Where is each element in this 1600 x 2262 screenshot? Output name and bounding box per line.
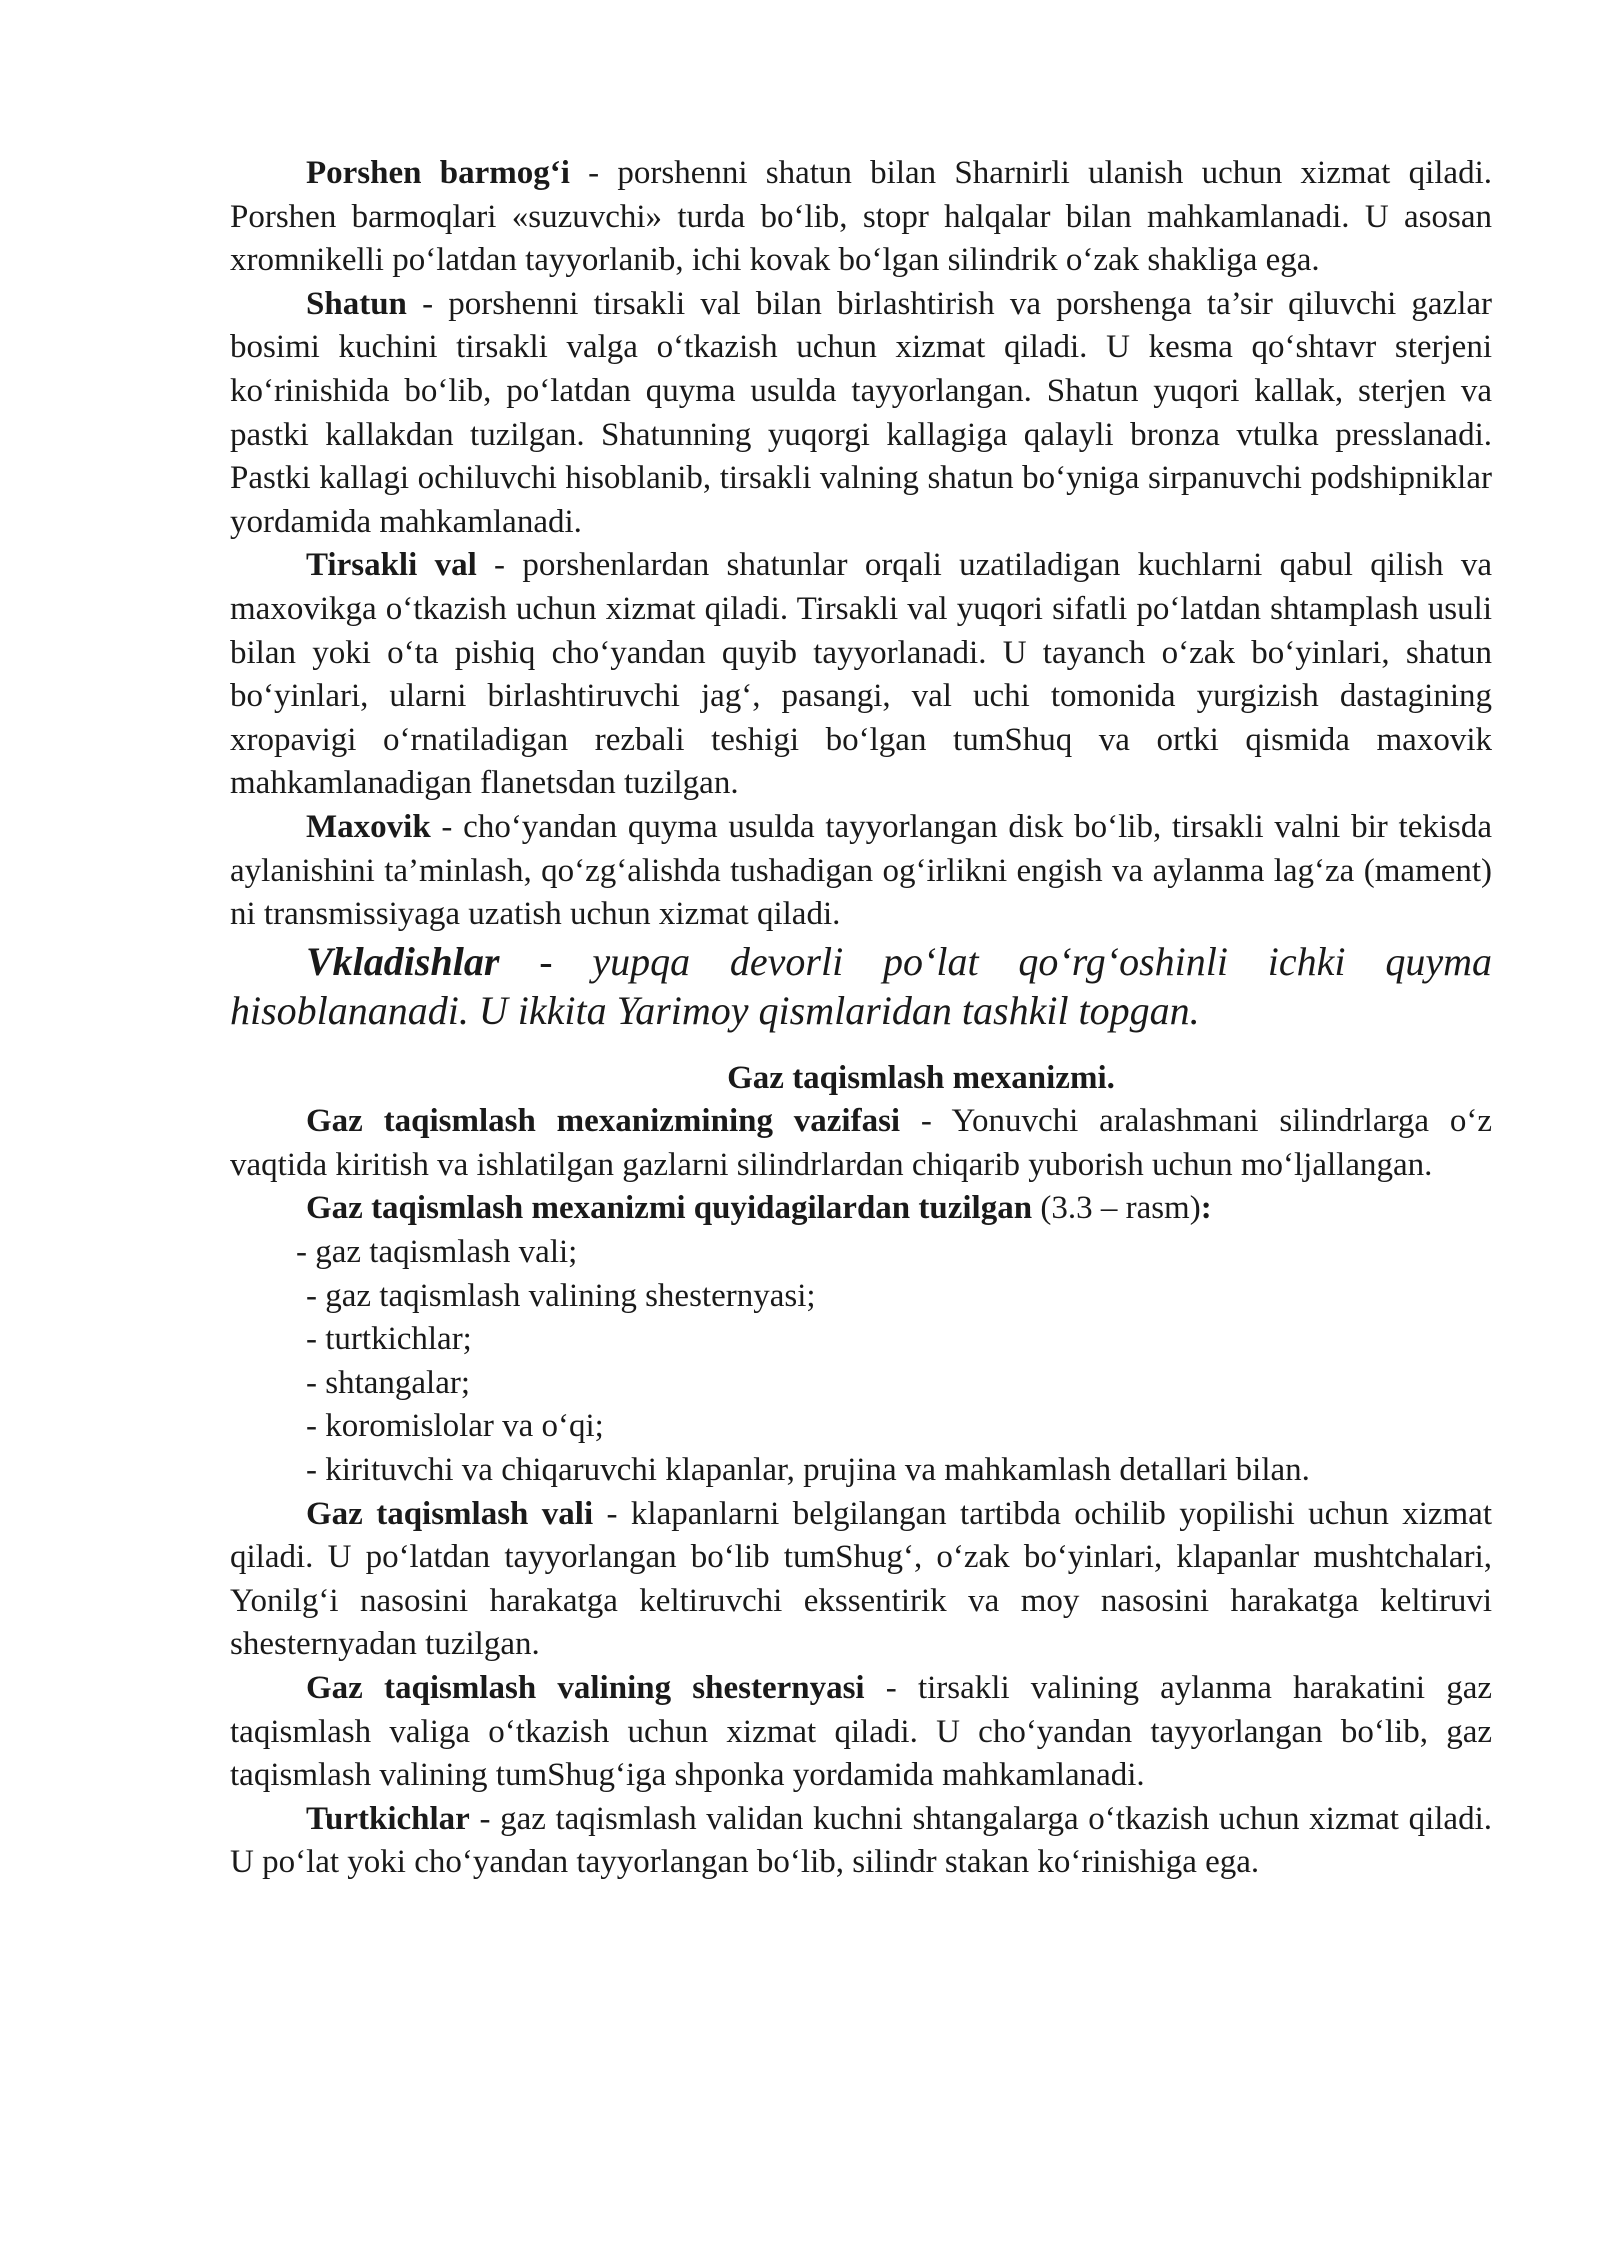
term-porshen-barmogi: Porshen barmog‘i bbox=[306, 155, 570, 191]
paragraph-text: - porshenni shatun bilan Sharnirli ulanish uchun xizmat qiladi. Porshen barmoqlari «suzuvchi» turda bo‘lib, stopr halqalar bilan mahkamlanadi. U asosan xromnikelli po‘latdan tayyorlanib, ichi kovak bo‘lgan silindrik o‘zak shakliga ega. bbox=[230, 155, 1492, 279]
list-item: - gaz taqismlash valining shesternyasi; bbox=[306, 1277, 816, 1314]
term-vkladishlar: Vkladishlar bbox=[306, 938, 500, 984]
list-item: - koromislolar va o‘qi; bbox=[306, 1408, 604, 1445]
paragraph-vkladishlar bbox=[230, 937, 1492, 1035]
colon: : bbox=[1200, 1190, 1212, 1227]
paragraph-shesternya bbox=[230, 1667, 1492, 1798]
paragraph-text: - porshenni tirsakli val bilan birlashtirish va porshenga ta’sir qiluvchi gazlar bosimi kuchini tirsakli valga o‘tkazish uchun xizmat qiladi. U kesma qo‘shtavr sterjeni ko‘rinishida bo‘lib, po‘latdan quyma usulda tayyorlangan. Shatun yuqori kallak, sterjen va pastki kallakdan tuzilgan. Shatunning yuqorgi kallagiga qalayli bronza vtulka presslanadi. Pastki kallagi ochiluvchi hisoblanib, tirsakli valning shatun bo‘yniga sirpanuvchi podshipniklar yordamida mahkamlanadi. bbox=[230, 285, 1492, 540]
paragraph-vazifasi bbox=[230, 1100, 1492, 1187]
term-tirsakli-val: Tirsakli val bbox=[306, 547, 477, 584]
list-item: - kirituvchi va chiqaruvchi klapanlar, prujina va mahkamlash detallari bilan. bbox=[306, 1452, 1310, 1489]
figure-reference: (3.3 – rasm) bbox=[1032, 1190, 1201, 1227]
paragraph-tirsakli-val bbox=[230, 544, 1492, 806]
term-shatun: Shatun bbox=[306, 285, 407, 322]
document-page bbox=[230, 152, 1492, 1885]
paragraph-text: - yupqa devorli po‘lat qo‘rg‘oshinli ichki quyma hisoblananadi. U ikkita Yarimoy qismlaridan tashkil topgan. bbox=[230, 938, 1492, 1033]
list-item: - turtkichlar; bbox=[306, 1321, 472, 1358]
term-gaz-vali: Gaz taqismlash vali bbox=[306, 1495, 594, 1532]
list-item: - gaz taqismlash vali; bbox=[296, 1234, 578, 1271]
paragraph-text: - tirsakli valining aylanma harakatini gaz taqismlash valiga o‘tkazish uchun xizmat qiladi. U cho‘yandan tayyorlangan bo‘lib, gaz taqismlash valining tumShug‘iga shponka yordamida mahkamlanadi. bbox=[230, 1670, 1492, 1794]
paragraph-shatun bbox=[230, 283, 1492, 545]
term-maxovik: Maxovik bbox=[306, 808, 431, 845]
paragraph-text: - cho‘yandan quyma usulda tayyorlangan disk bo‘lib, tirsakli valni bir tekisda aylanishini ta’minlash, qo‘zg‘alishda tushadigan og‘irlikni engish va aylanma lag‘za (mament) ni transmissiyaga uzatish uchun xizmat qiladi. bbox=[230, 808, 1492, 933]
paragraph-gaz-vali bbox=[230, 1493, 1492, 1667]
term-shesternya: Gaz taqismlash valining shesternyasi bbox=[306, 1670, 865, 1706]
section-heading: Gaz taqismlash mexanizmi. bbox=[727, 1059, 1115, 1096]
paragraph-text: - porshenlardan shatunlar orqali uzatiladigan kuchlarni qabul qilish va maxovikga o‘tkazish uchun xizmat qiladi. Tirsakli val yuqori sifatli po‘latdan shtamplash usuli bilan yoki o‘ta pishiq cho‘yandan quyib tayyorlanadi. U tayanch o‘zak bo‘yinlari, shatun bo‘yinlari, ularni birlashtiruvchi jag‘, pasangi, val uchi tomonida yurgizish dastagining xropavigi o‘rnatiladigan rezbali teshigi bo‘lgan tumShuq va ortki qismida maxovik mahkamlanadigan flanetsdan tuzilgan. bbox=[230, 547, 1492, 802]
term-vazifasi: Gaz taqismlash mexanizmining vazifasi bbox=[306, 1103, 901, 1140]
list-item: - shtangalar; bbox=[306, 1364, 471, 1401]
paragraph-porshen-barmogi bbox=[230, 152, 1492, 283]
paragraph-maxovik bbox=[230, 806, 1492, 937]
paragraph-text: - Yonuvchi aralashmani silindrlarga o‘z vaqtida kiritish va ishlatilgan gazlarni silindrlardan chiqarib yuborish uchun mo‘ljallangan. bbox=[230, 1103, 1492, 1183]
paragraph-tuzilgan bbox=[230, 1187, 1492, 1231]
term-turtkichlar: Turtkichlar bbox=[306, 1800, 470, 1837]
term-tuzilgan: Gaz taqismlash mexanizmi quyidagilardan tuzilgan bbox=[306, 1190, 1033, 1227]
paragraph-text: - gaz taqismlash validan kuchni shtangalarga o‘tkazish uchun xizmat qiladi. U po‘lat yoki cho‘yandan tayyorlangan bo‘lib, silindr stakan ko‘rinishiga ega. bbox=[230, 1800, 1492, 1881]
paragraph-text: - klapanlarni belgilangan tartibda ochilib yopilishi uchun xizmat qiladi. U po‘latdan tayyorlangan bo‘lib tumShug‘, o‘zak bo‘yinlari, klapanlar mushtchalari, Yonilg‘i nasosini harakatga keltiruvchi ekssentirik va moy nasosini harakatga keltiruvi shesternyadan tuzilgan. bbox=[230, 1495, 1493, 1663]
paragraph-turtkichlar bbox=[230, 1798, 1492, 1885]
